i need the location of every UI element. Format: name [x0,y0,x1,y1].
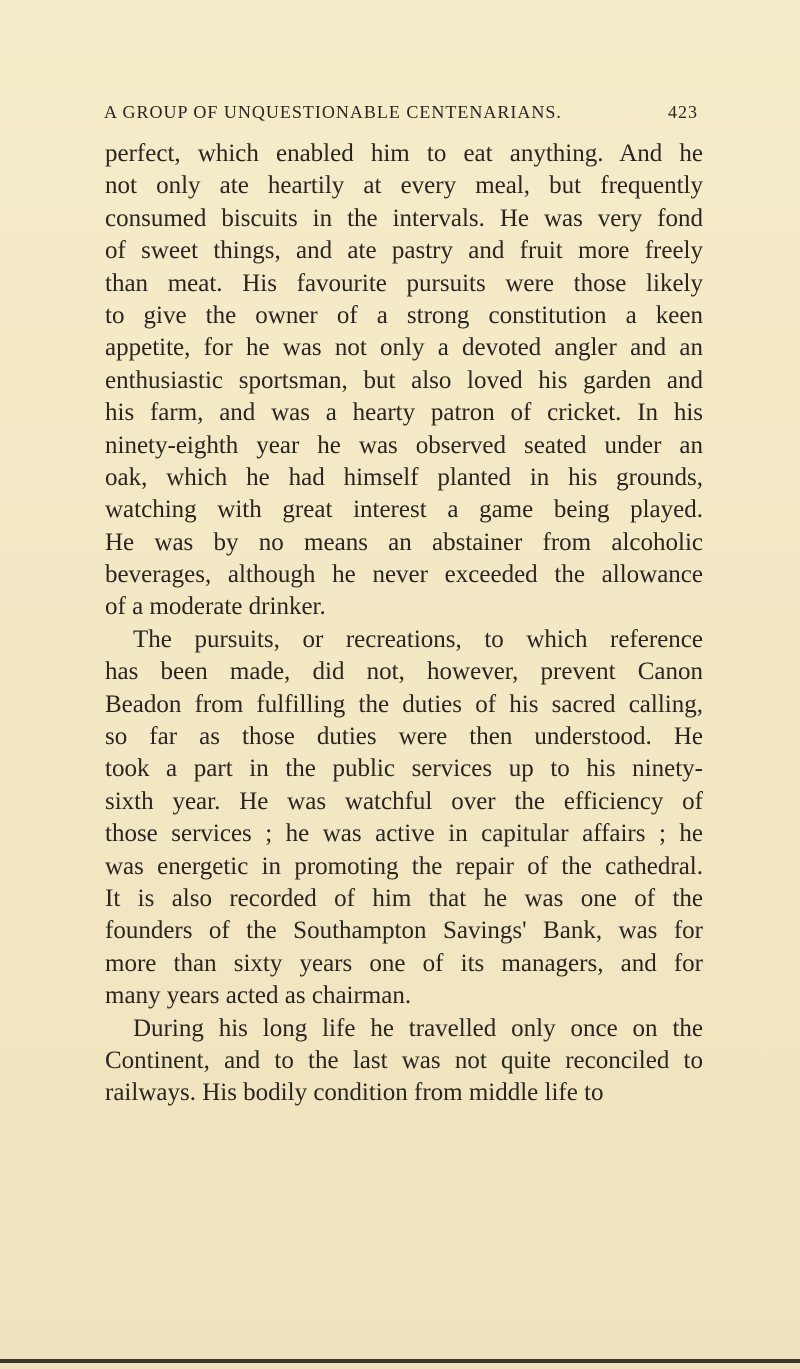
text-line: to give the owner of a strong constitution a keen [105,301,703,329]
text-line: his farm, and was a hearty patron of cricket. In his [105,399,703,427]
paragraph-2 [105,624,703,1013]
paragraph-1 [105,138,703,624]
text-line: railways. His bodily condition from middle life to [105,1079,604,1107]
text-line: appetite, for he was not only a devoted angler and an [105,334,703,362]
text-line: has been made, did not, however, prevent Canon [105,658,703,686]
text-line: so far as those duties were then understood. He [105,723,703,751]
text-line: those services ; he was active in capitular affairs ; he [105,820,703,848]
text-line: of sweet things, and ate pastry and fruit more freely [105,237,703,265]
text-line: ninety-eighth year he was observed seated under an [105,431,703,459]
running-title: A GROUP OF UNQUESTIONABLE CENTENARIANS. [104,102,562,122]
text-line: enthusiastic sportsman, but also loved his garden and [105,366,703,394]
page-number: 423 [668,102,698,122]
paragraph-3 [105,1013,703,1110]
text-line: sixth year. He was watchful over the efficiency of [105,787,703,815]
text-line: He was by no means an abstainer from alcoholic [105,528,703,556]
text-line: founders of the Southampton Savings' Bank, was for [105,917,703,945]
text-line: During his long life he travelled only once on the [133,1014,703,1042]
text-line: consumed biscuits in the intervals. He was very fond [105,204,703,232]
text-line: It is also recorded of him that he was one of the [105,884,703,912]
text-line: than meat. His favourite pursuits were those likely [105,269,703,297]
running-head [104,96,698,126]
text-line: not only ate heartily at every meal, but frequently [105,172,703,200]
text-line: beverages, although he never exceeded the allowance [105,561,703,589]
text-line: oak, which he had himself planted in his grounds, [105,463,703,491]
text-line: was energetic in promoting the repair of the cathedral. [105,852,703,880]
text-line: many years acted as chairman. [105,982,412,1010]
text-line: took a part in the public services up to his ninety- [105,755,703,783]
text-line: The pursuits, or recreations, to which reference [133,625,703,653]
page-bottom-edge [0,1359,800,1363]
text-line: Beadon from fulfilling the duties of his sacred calling, [105,690,703,718]
text-line: perfect, which enabled him to eat anything. And he [105,140,703,167]
text-line: Continent, and to the last was not quite reconciled to [105,1046,703,1074]
text-line: of a moderate drinker. [105,593,326,621]
text-line: more than sixty years one of its managers, and for [105,949,703,977]
text-line: watching with great interest a game being played. [105,496,703,524]
body-text [105,138,703,1110]
